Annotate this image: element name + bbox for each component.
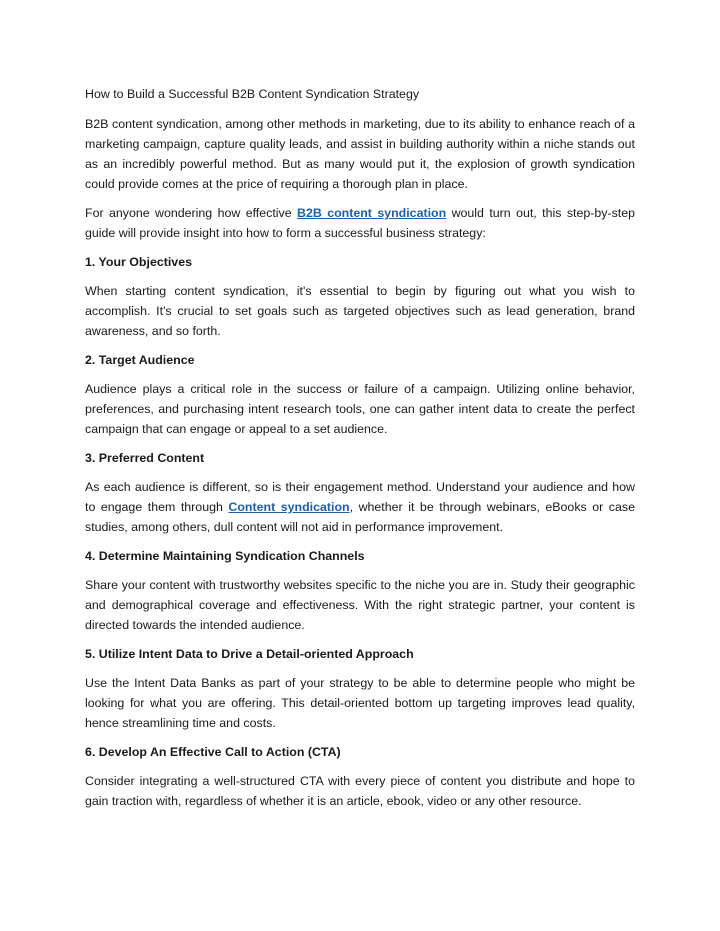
document-title: How to Build a Successful B2B Content Syndication Strategy [85, 87, 420, 101]
section-heading-preferred-content: 3. Preferred Content [85, 451, 205, 465]
section-body-cta: Consider integrating a well-structured CTA with every piece of content you distribute and hope to gain traction with, regardless of whether it is an article, ebook, video or any other resource. [85, 774, 635, 808]
preferred-content-text-after-link: , whether it be through webinars, eBooks or case studies, among others, dull content will not aid in performance improvement. [85, 500, 635, 534]
section-heading-intent-data: 5. Utilize Intent Data to Drive a Detail-oriented Approach [85, 647, 414, 661]
section-body-target-audience: Audience plays a critical role in the success or failure of a campaign. Utilizing online behavior, preferences, and purchasing intent research tools, one can gather intent data to create the perfect campaign that can engage or appeal to a set audience. [85, 382, 635, 436]
section-heading-objectives: 1. Your Objectives [85, 255, 192, 269]
content-syndication-link[interactable]: Content syndication [228, 500, 350, 514]
section-heading-syndication-channels: 4. Determine Maintaining Syndication Channels [85, 549, 365, 563]
section-body-syndication-channels: Share your content with trustworthy websites specific to the niche you are in. Study their geographic and demographical coverage and effectiveness. With the right strategic partner, your content is directed towards the intended audience. [85, 578, 635, 632]
intro-text-after-link: would turn out, this step-by-step guide will provide insight into how to form a successful business strategy: [85, 206, 635, 240]
intro-text-before-link: For anyone wondering how effective [85, 206, 298, 220]
intro-paragraph-1: B2B content syndication, among other methods in marketing, due to its ability to enhance reach of a marketing campaign, capture quality leads, and assist in building authority within a niche stands out as an incredibly powerful method. But as many would put it, the explosion of growth syndication could provide comes at the price of requiring a thorough plan in place. [85, 117, 635, 191]
section-heading-cta: 6. Develop An Effective Call to Action (CTA) [85, 745, 341, 759]
section-body-preferred-content [85, 477, 635, 537]
section-body-intent-data: Use the Intent Data Banks as part of your strategy to be able to determine people who might be looking for what you are offering. This detail-oriented bottom up targeting improves lead quality, hence streamlining time and costs. [85, 676, 635, 730]
document-page [85, 84, 635, 820]
preferred-content-text-before-link: As each audience is different, so is their engagement method. Understand your audience and how to engage them through [85, 480, 635, 514]
intro-paragraph-2 [85, 203, 635, 243]
section-body-objectives: When starting content syndication, it's essential to begin by figuring out what you wish to accomplish. It's crucial to set goals such as targeted objectives such as lead generation, brand awareness, and so forth. [85, 284, 635, 338]
b2b-content-syndication-link[interactable]: B2B content syndication [297, 206, 447, 220]
section-heading-target-audience: 2. Target Audience [85, 353, 195, 367]
